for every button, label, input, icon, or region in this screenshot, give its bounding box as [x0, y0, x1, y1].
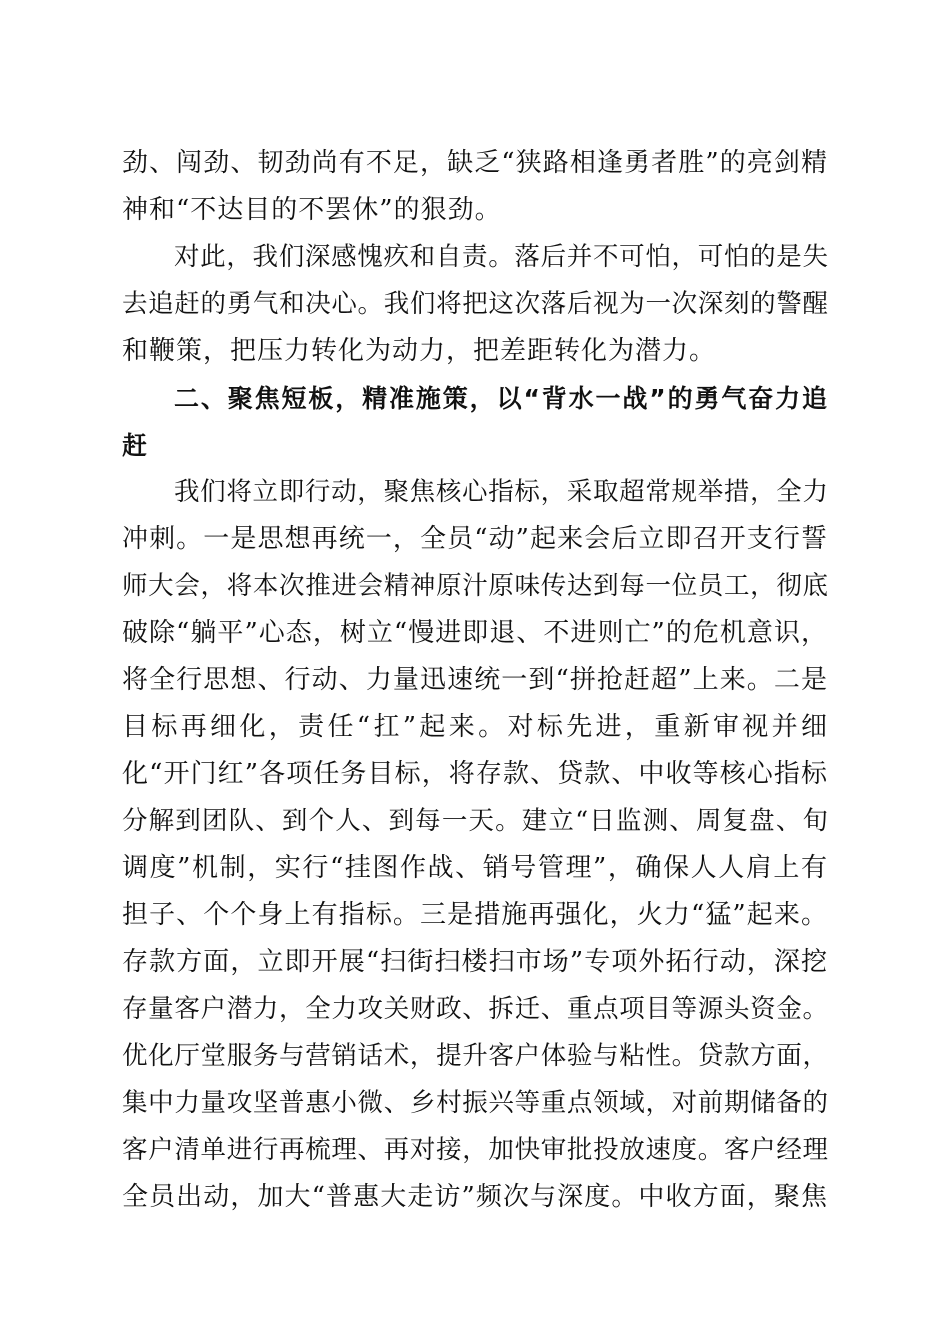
text-line: 去追赶的勇气和决心。我们将把这次落后视为一次深刻的警醒 [122, 289, 828, 319]
text-line: 全员出动，加大“普惠大走访”频次与深度。中收方面，聚焦 [122, 1182, 828, 1212]
paragraph-3 [122, 469, 828, 1221]
text-line: 神和“不达目的不罢休”的狠劲。 [122, 195, 502, 225]
text-line: 和鞭策，把压力转化为动力，把差距转化为潜力。 [122, 336, 717, 366]
text-line: 破除“躺平”心态，树立“慢进即退、不进则亡”的危机意识， [122, 618, 828, 648]
text-line: 存量客户潜力，全力攻关财政、拆迁、重点项目等源头资金。 [122, 994, 828, 1024]
text-line: 目标再细化，责任“扛”起来。对标先进，重新审视并细 [122, 712, 828, 742]
heading-line: 赶 [122, 431, 149, 460]
text-line: 调度”机制，实行“挂图作战、销号管理”，确保人人肩上有 [122, 853, 828, 883]
text-line: 师大会，将本次推进会精神原汁原味传达到每一位员工，彻底 [122, 571, 828, 601]
section-heading [122, 375, 828, 469]
text-line: 存款方面，立即开展“扫街扫楼扫市场”专项外拓行动，深挖 [122, 947, 828, 977]
text-line: 化“开门红”各项任务目标，将存款、贷款、中收等核心指标 [122, 759, 828, 789]
text-line: 对此，我们深感愧疚和自责。落后并不可怕，可怕的是失 [174, 242, 828, 272]
text-line: 劲、闯劲、韧劲尚有不足，缺乏“狭路相逢勇者胜”的亮剑精 [122, 148, 828, 178]
text-line: 担子、个个身上有指标。三是措施再强化，火力“猛”起来。 [122, 900, 828, 930]
heading-line: 二、聚焦短板，精准施策，以“背水一战”的勇气奋力追 [174, 384, 828, 413]
text-line: 将全行思想、行动、力量迅速统一到“拼抢赶超”上来。二是 [122, 665, 828, 695]
text-line: 集中力量攻坚普惠小微、乡村振兴等重点领域，对前期储备的 [122, 1088, 828, 1118]
text-line: 优化厅堂服务与营销话术，提升客户体验与粘性。贷款方面， [122, 1041, 828, 1071]
paragraph-2 [122, 234, 828, 375]
text-line: 冲刺。一是思想再统一，全员“动”起来会后立即召开支行誓 [122, 524, 828, 554]
text-line: 客户清单进行再梳理、再对接，加快审批投放速度。客户经理 [122, 1135, 828, 1165]
document-page [122, 140, 828, 1221]
text-line: 我们将立即行动，聚焦核心指标，采取超常规举措，全力 [174, 477, 828, 507]
paragraph-1 [122, 140, 828, 234]
text-line: 分解到团队、到个人、到每一天。建立“日监测、周复盘、旬 [122, 806, 828, 836]
